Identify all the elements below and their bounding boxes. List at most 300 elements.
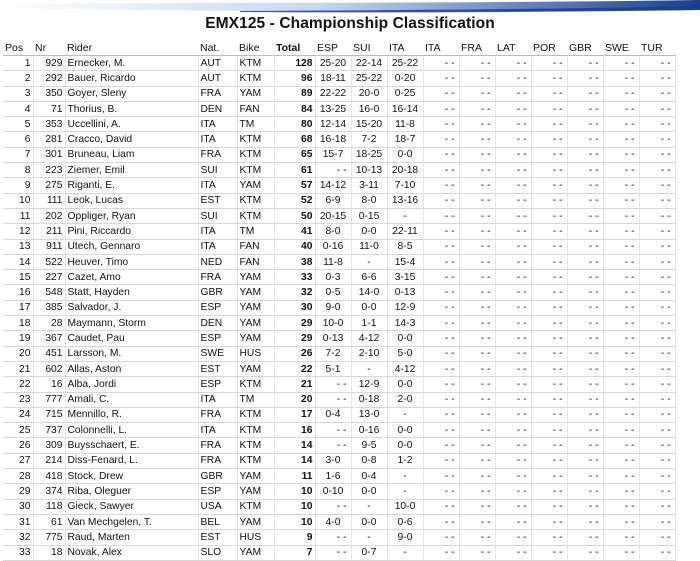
- cell-round-4: - -: [423, 86, 459, 101]
- cell-round-7: - -: [531, 300, 567, 315]
- cell-round-3: 16-14: [387, 101, 423, 116]
- cell-total: 84: [274, 101, 315, 116]
- cell-rider: Alba, Jordi: [65, 377, 198, 392]
- cell-total: 57: [274, 178, 315, 193]
- cell-round-3: 20-18: [387, 163, 423, 178]
- cell-bike: YAM: [237, 178, 274, 193]
- cell-round-9: - -: [603, 469, 639, 484]
- cell-round-8: - -: [567, 484, 603, 499]
- cell-round-4: - -: [423, 224, 459, 239]
- cell-round-9: - -: [603, 178, 639, 193]
- cell-round-4: - -: [423, 423, 459, 438]
- cell-round-4: - -: [423, 285, 459, 300]
- cell-round-3: 0-0: [387, 423, 423, 438]
- cell-round-8: - -: [567, 285, 603, 300]
- cell-round-2: 16-0: [351, 101, 387, 116]
- cell-round-3: 2-0: [387, 392, 423, 407]
- table-row[interactable]: [3, 56, 675, 71]
- cell-rider: Cazet, Amo: [65, 270, 198, 285]
- cell-total: 50: [274, 208, 315, 223]
- cell-round-3: -: [387, 208, 423, 223]
- cell-pos: 3: [3, 86, 33, 101]
- cell-round-2: 11-0: [351, 239, 387, 254]
- cell-round-5: - -: [459, 193, 495, 208]
- cell-rider: Amali, C.: [65, 392, 198, 407]
- cell-round-2: -: [351, 499, 387, 514]
- cell-round-9: - -: [603, 132, 639, 147]
- cell-round-3: 0-20: [387, 71, 423, 86]
- table-row[interactable]: [3, 423, 675, 438]
- cell-rider: Bauer, Ricardo: [65, 71, 198, 86]
- cell-round-10: - -: [639, 300, 675, 315]
- cell-total: 68: [274, 132, 315, 147]
- cell-rider: Leok, Lucas: [65, 193, 198, 208]
- cell-round-3: 3-15: [387, 270, 423, 285]
- cell-round-8: - -: [567, 300, 603, 315]
- cell-bike: TM: [237, 117, 274, 132]
- cell-round-10: - -: [639, 208, 675, 223]
- cell-total: 14: [274, 453, 315, 468]
- table-row[interactable]: [3, 285, 675, 300]
- cell-round-10: - -: [639, 346, 675, 361]
- cell-round-3: 18-7: [387, 132, 423, 147]
- cell-round-2: 13-0: [351, 407, 387, 422]
- cell-bike: FAN: [237, 239, 274, 254]
- cell-round-7: - -: [531, 469, 567, 484]
- cell-round-3: 0-0: [387, 147, 423, 162]
- cell-nr: 929: [33, 56, 65, 71]
- cell-nat: ESP: [198, 331, 237, 346]
- cell-total: 14: [274, 438, 315, 453]
- table-row[interactable]: [3, 499, 675, 514]
- cell-round-1: - -: [315, 392, 351, 407]
- cell-round-7: - -: [531, 392, 567, 407]
- header-nat[interactable]: Nat.: [198, 40, 237, 56]
- table-row[interactable]: [3, 147, 675, 162]
- cell-nr: 111: [33, 193, 65, 208]
- cell-nat: DEN: [198, 101, 237, 116]
- cell-round-2: 4-12: [351, 331, 387, 346]
- cell-nr: 214: [33, 453, 65, 468]
- cell-round-7: - -: [531, 453, 567, 468]
- header-nr[interactable]: Nr: [33, 40, 65, 56]
- cell-bike: KTM: [237, 438, 274, 453]
- cell-total: 80: [274, 117, 315, 132]
- cell-round-7: - -: [531, 132, 567, 147]
- cell-round-8: - -: [567, 453, 603, 468]
- cell-round-6: - -: [495, 484, 531, 499]
- cell-nat: AUT: [198, 71, 237, 86]
- cell-round-4: - -: [423, 316, 459, 331]
- table-row[interactable]: [3, 254, 675, 269]
- cell-round-9: - -: [603, 392, 639, 407]
- cell-round-3: 0-0: [387, 331, 423, 346]
- cell-bike: YAM: [237, 469, 274, 484]
- cell-round-3: 0-0: [387, 377, 423, 392]
- cell-pos: 12: [3, 224, 33, 239]
- cell-round-4: - -: [423, 484, 459, 499]
- cell-nr: 548: [33, 285, 65, 300]
- cell-bike: YAM: [237, 484, 274, 499]
- cell-round-9: - -: [603, 239, 639, 254]
- cell-pos: 15: [3, 270, 33, 285]
- cell-nr: 275: [33, 178, 65, 193]
- cell-round-6: - -: [495, 254, 531, 269]
- table-row[interactable]: [3, 71, 675, 86]
- cell-round-8: - -: [567, 117, 603, 132]
- table-row[interactable]: [3, 407, 675, 422]
- cell-pos: 19: [3, 331, 33, 346]
- header-pos[interactable]: Pos: [3, 40, 33, 56]
- cell-nat: FRA: [198, 86, 237, 101]
- cell-round-3: 9-0: [387, 530, 423, 545]
- cell-nr: 374: [33, 484, 65, 499]
- cell-round-7: - -: [531, 254, 567, 269]
- cell-pos: 13: [3, 239, 33, 254]
- header-round-6[interactable]: LAT: [495, 40, 531, 56]
- cell-round-3: 25-22: [387, 56, 423, 71]
- cell-round-3: 0-0: [387, 438, 423, 453]
- cell-nat: GBR: [198, 469, 237, 484]
- header-round-3[interactable]: ITA: [387, 40, 423, 56]
- cell-round-4: - -: [423, 453, 459, 468]
- cell-pos: 18: [3, 316, 33, 331]
- cell-round-10: - -: [639, 71, 675, 86]
- cell-nat: ITA: [198, 239, 237, 254]
- cell-round-2: 0-0: [351, 484, 387, 499]
- table-row[interactable]: [3, 193, 675, 208]
- cell-round-3: 10-0: [387, 499, 423, 514]
- cell-round-8: - -: [567, 239, 603, 254]
- cell-round-10: - -: [639, 331, 675, 346]
- cell-round-1: 7-2: [315, 346, 351, 361]
- header-round-2[interactable]: SUI: [351, 40, 387, 56]
- header-round-10[interactable]: TUR: [639, 40, 675, 56]
- table-row[interactable]: [3, 270, 675, 285]
- cell-nat: NED: [198, 254, 237, 269]
- cell-bike: YAM: [237, 270, 274, 285]
- header-round-8[interactable]: GBR: [567, 40, 603, 56]
- cell-round-6: - -: [495, 285, 531, 300]
- cell-nat: SWE: [198, 346, 237, 361]
- cell-round-10: - -: [639, 438, 675, 453]
- cell-round-7: - -: [531, 178, 567, 193]
- cell-nr: 61: [33, 514, 65, 529]
- cell-pos: 21: [3, 361, 33, 376]
- table-row[interactable]: [3, 101, 675, 116]
- cell-nat: GBR: [198, 285, 237, 300]
- cell-round-2: 2-10: [351, 346, 387, 361]
- cell-round-1: 5-1: [315, 361, 351, 376]
- cell-round-1: 8-0: [315, 224, 351, 239]
- table-row[interactable]: [3, 178, 675, 193]
- table-row[interactable]: [3, 469, 675, 484]
- cell-round-3: 12-9: [387, 300, 423, 315]
- table-row[interactable]: [3, 239, 675, 254]
- cell-round-1: 25-20: [315, 56, 351, 71]
- cell-total: 41: [274, 224, 315, 239]
- cell-round-3: 5-0: [387, 346, 423, 361]
- header-total[interactable]: Total: [274, 40, 315, 56]
- cell-bike: YAM: [237, 86, 274, 101]
- cell-round-6: - -: [495, 208, 531, 223]
- cell-round-2: 0-15: [351, 208, 387, 223]
- header-rider[interactable]: Rider: [65, 40, 198, 56]
- cell-round-1: 13-25: [315, 101, 351, 116]
- cell-nr: 223: [33, 163, 65, 178]
- cell-round-9: - -: [603, 193, 639, 208]
- table-row[interactable]: [3, 453, 675, 468]
- cell-round-6: - -: [495, 71, 531, 86]
- cell-bike: YAM: [237, 285, 274, 300]
- cell-round-9: - -: [603, 56, 639, 71]
- cell-bike: KTM: [237, 377, 274, 392]
- cell-round-4: - -: [423, 270, 459, 285]
- cell-round-9: - -: [603, 453, 639, 468]
- cell-round-5: - -: [459, 86, 495, 101]
- table-row[interactable]: [3, 331, 675, 346]
- table-row[interactable]: [3, 530, 675, 545]
- table-row[interactable]: [3, 300, 675, 315]
- cell-round-9: - -: [603, 316, 639, 331]
- cell-bike: YAM: [237, 316, 274, 331]
- cell-round-10: - -: [639, 407, 675, 422]
- cell-round-10: - -: [639, 453, 675, 468]
- cell-round-7: - -: [531, 438, 567, 453]
- cell-pos: 2: [3, 71, 33, 86]
- table-row[interactable]: [3, 545, 675, 560]
- cell-round-4: - -: [423, 239, 459, 254]
- cell-bike: KTM: [237, 208, 274, 223]
- cell-round-8: - -: [567, 178, 603, 193]
- cell-round-9: - -: [603, 484, 639, 499]
- header-round-9[interactable]: SWE: [603, 40, 639, 56]
- cell-rider: Mennillo, R.: [65, 407, 198, 422]
- cell-round-7: - -: [531, 484, 567, 499]
- table-row[interactable]: [3, 484, 675, 499]
- cell-nat: ESP: [198, 300, 237, 315]
- cell-bike: KTM: [237, 499, 274, 514]
- cell-bike: HUS: [237, 346, 274, 361]
- cell-round-9: - -: [603, 499, 639, 514]
- cell-round-3: -: [387, 407, 423, 422]
- table-row[interactable]: [3, 438, 675, 453]
- cell-round-8: - -: [567, 254, 603, 269]
- cell-nat: DEN: [198, 316, 237, 331]
- cell-pos: 14: [3, 254, 33, 269]
- cell-round-2: 0-18: [351, 392, 387, 407]
- cell-round-4: - -: [423, 331, 459, 346]
- cell-total: 10: [274, 514, 315, 529]
- cell-bike: KTM: [237, 423, 274, 438]
- cell-nr: 227: [33, 270, 65, 285]
- cell-round-6: - -: [495, 117, 531, 132]
- cell-round-10: - -: [639, 361, 675, 376]
- cell-round-10: - -: [639, 285, 675, 300]
- cell-rider: Riba, Oleguer: [65, 484, 198, 499]
- cell-total: 38: [274, 254, 315, 269]
- cell-round-5: - -: [459, 407, 495, 422]
- cell-round-5: - -: [459, 71, 495, 86]
- cell-pos: 30: [3, 499, 33, 514]
- cell-bike: KTM: [237, 163, 274, 178]
- cell-round-2: 0-0: [351, 300, 387, 315]
- cell-nat: ITA: [198, 423, 237, 438]
- classification-table: [3, 40, 676, 561]
- table-row[interactable]: [3, 163, 675, 178]
- table-row[interactable]: [3, 392, 675, 407]
- cell-round-4: - -: [423, 71, 459, 86]
- cell-round-10: - -: [639, 316, 675, 331]
- cell-pos: 17: [3, 300, 33, 315]
- cell-round-6: - -: [495, 178, 531, 193]
- cell-round-6: - -: [495, 469, 531, 484]
- cell-bike: KTM: [237, 56, 274, 71]
- cell-nr: 281: [33, 132, 65, 147]
- cell-round-5: - -: [459, 331, 495, 346]
- cell-round-3: 11-8: [387, 117, 423, 132]
- cell-round-2: 0-16: [351, 423, 387, 438]
- table-row[interactable]: [3, 361, 675, 376]
- cell-round-5: - -: [459, 178, 495, 193]
- table-row[interactable]: [3, 132, 675, 147]
- cell-pos: 8: [3, 163, 33, 178]
- cell-nr: 71: [33, 101, 65, 116]
- cell-nat: ESP: [198, 377, 237, 392]
- cell-bike: TM: [237, 392, 274, 407]
- cell-round-1: 0-16: [315, 239, 351, 254]
- cell-round-6: - -: [495, 407, 531, 422]
- table-row[interactable]: [3, 117, 675, 132]
- cell-round-10: - -: [639, 392, 675, 407]
- header-round-7[interactable]: POR: [531, 40, 567, 56]
- cell-nat: SUI: [198, 163, 237, 178]
- header-round-4[interactable]: ITA: [423, 40, 459, 56]
- cell-pos: 28: [3, 469, 33, 484]
- cell-round-6: - -: [495, 545, 531, 560]
- cell-round-9: - -: [603, 407, 639, 422]
- cell-total: 10: [274, 484, 315, 499]
- cell-round-2: 20-0: [351, 86, 387, 101]
- cell-round-9: - -: [603, 254, 639, 269]
- cell-round-6: - -: [495, 270, 531, 285]
- cell-pos: 11: [3, 208, 33, 223]
- cell-rider: Oppliger, Ryan: [65, 208, 198, 223]
- table-row[interactable]: [3, 377, 675, 392]
- header-round-5[interactable]: FRA: [459, 40, 495, 56]
- cell-bike: TM: [237, 224, 274, 239]
- cell-round-9: - -: [603, 514, 639, 529]
- cell-round-9: - -: [603, 163, 639, 178]
- cell-round-10: - -: [639, 86, 675, 101]
- cell-round-4: - -: [423, 499, 459, 514]
- cell-round-1: 9-0: [315, 300, 351, 315]
- cell-nr: 522: [33, 254, 65, 269]
- cell-rider: Ziemer, Emil: [65, 163, 198, 178]
- cell-bike: KTM: [237, 193, 274, 208]
- cell-round-8: - -: [567, 56, 603, 71]
- table-row[interactable]: [3, 316, 675, 331]
- cell-bike: YAM: [237, 514, 274, 529]
- table-header-row: [3, 40, 675, 56]
- table-row[interactable]: [3, 86, 675, 101]
- cell-total: 52: [274, 193, 315, 208]
- cell-nr: 367: [33, 331, 65, 346]
- table-row[interactable]: [3, 514, 675, 529]
- cell-round-10: - -: [639, 545, 675, 560]
- cell-round-2: 0-0: [351, 224, 387, 239]
- cell-round-4: - -: [423, 56, 459, 71]
- cell-round-2: 3-11: [351, 178, 387, 193]
- table-row[interactable]: [3, 208, 675, 223]
- cell-round-4: - -: [423, 438, 459, 453]
- cell-round-9: - -: [603, 346, 639, 361]
- cell-round-7: - -: [531, 285, 567, 300]
- cell-nr: 18: [33, 545, 65, 560]
- cell-round-1: 22-22: [315, 86, 351, 101]
- cell-nr: 602: [33, 361, 65, 376]
- cell-round-8: - -: [567, 224, 603, 239]
- cell-round-4: - -: [423, 530, 459, 545]
- cell-round-7: - -: [531, 193, 567, 208]
- cell-pos: 29: [3, 484, 33, 499]
- cell-total: 16: [274, 423, 315, 438]
- cell-round-8: - -: [567, 147, 603, 162]
- header-round-1[interactable]: ESP: [315, 40, 351, 56]
- cell-pos: 20: [3, 346, 33, 361]
- table-row[interactable]: [3, 224, 675, 239]
- cell-round-10: - -: [639, 530, 675, 545]
- cell-bike: KTM: [237, 147, 274, 162]
- cell-nat: SLO: [198, 545, 237, 560]
- cell-round-7: - -: [531, 270, 567, 285]
- header-bike[interactable]: Bike: [237, 40, 274, 56]
- cell-nr: 385: [33, 300, 65, 315]
- cell-round-9: - -: [603, 117, 639, 132]
- cell-round-3: -: [387, 484, 423, 499]
- cell-nr: 353: [33, 117, 65, 132]
- cell-rider: Novak, Alex: [65, 545, 198, 560]
- cell-nr: 309: [33, 438, 65, 453]
- cell-round-9: - -: [603, 101, 639, 116]
- cell-round-7: - -: [531, 163, 567, 178]
- cell-round-9: - -: [603, 438, 639, 453]
- cell-round-10: - -: [639, 147, 675, 162]
- cell-round-1: - -: [315, 163, 351, 178]
- cell-round-10: - -: [639, 193, 675, 208]
- cell-round-10: - -: [639, 499, 675, 514]
- cell-nat: ITA: [198, 117, 237, 132]
- cell-round-9: - -: [603, 224, 639, 239]
- cell-rider: Maymann, Storm: [65, 316, 198, 331]
- cell-round-1: 0-3: [315, 270, 351, 285]
- cell-total: 65: [274, 147, 315, 162]
- cell-rider: Ernecker, M.: [65, 56, 198, 71]
- table-row[interactable]: [3, 346, 675, 361]
- cell-round-6: - -: [495, 514, 531, 529]
- cell-nr: 911: [33, 239, 65, 254]
- cell-round-4: - -: [423, 208, 459, 223]
- cell-pos: 25: [3, 423, 33, 438]
- cell-round-7: - -: [531, 86, 567, 101]
- cell-nr: 350: [33, 86, 65, 101]
- cell-round-5: - -: [459, 423, 495, 438]
- cell-round-5: - -: [459, 438, 495, 453]
- cell-round-7: - -: [531, 71, 567, 86]
- cell-nat: EST: [198, 193, 237, 208]
- cell-round-10: - -: [639, 484, 675, 499]
- cell-round-2: 0-4: [351, 469, 387, 484]
